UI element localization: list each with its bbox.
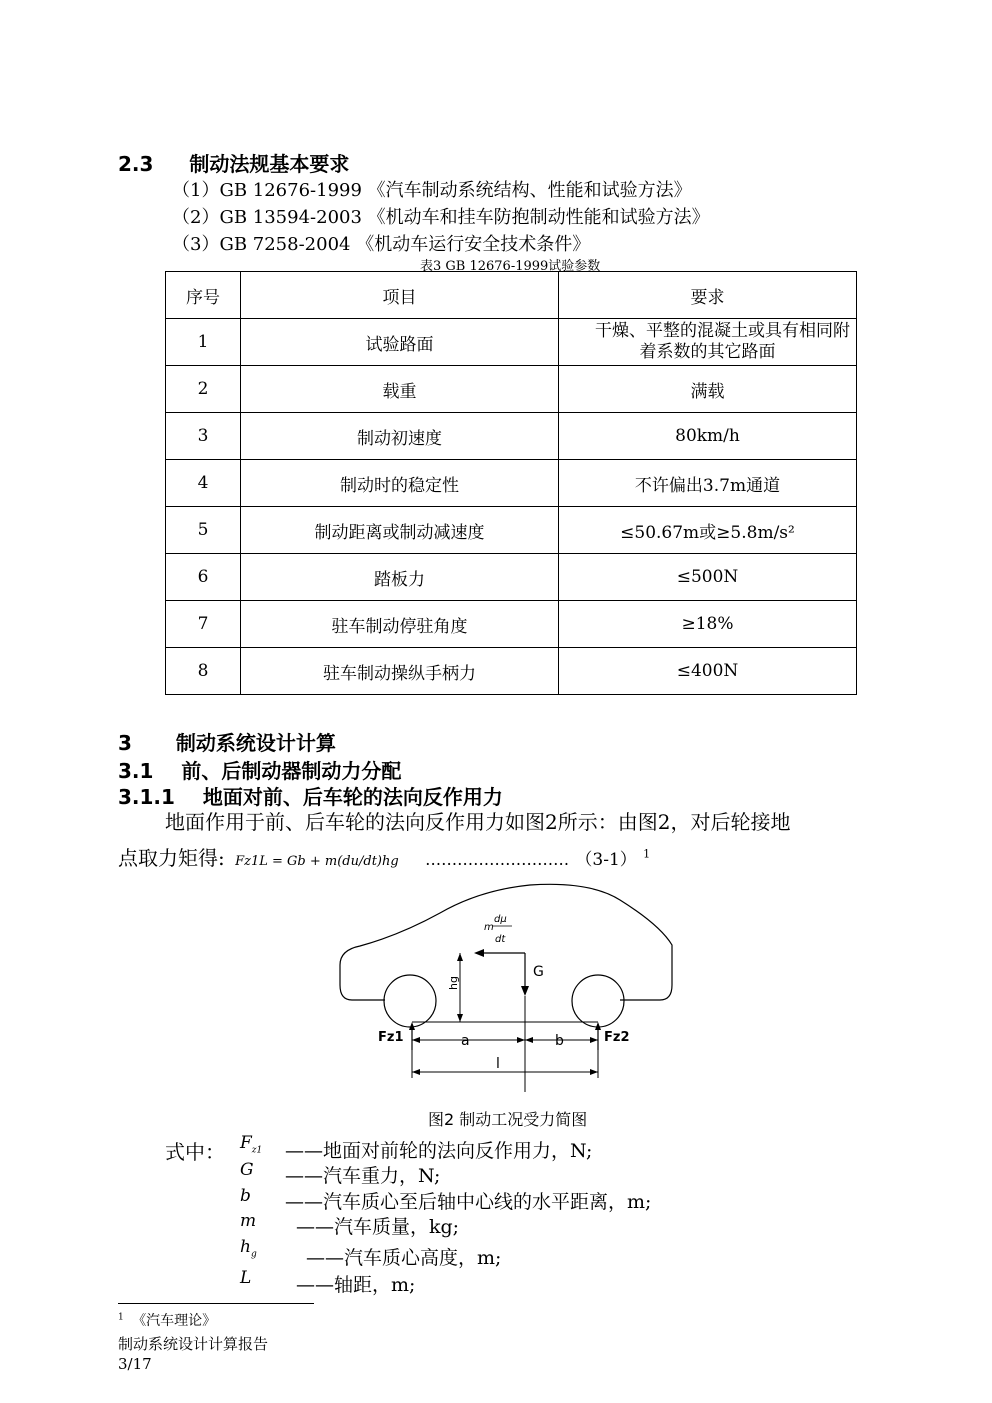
figure-2-caption: 图2 制动工况受力简图 — [428, 1110, 588, 1129]
symbol-l: L — [240, 1268, 252, 1288]
section-number: 3.1.1 — [118, 785, 175, 809]
cell-no: 2 — [166, 366, 241, 413]
symbol-b: b — [240, 1186, 251, 1206]
desc-g: ——汽车重力，N; — [285, 1165, 441, 1187]
front-wheel — [384, 975, 436, 1027]
footnote — [118, 1310, 216, 1330]
leader-dots: ……………………… — [425, 850, 570, 869]
footnote-separator — [118, 1303, 314, 1304]
section-number: 2.3 — [118, 152, 154, 176]
footnote-reference: 1 — [643, 847, 651, 861]
cell-item: 驻车制动操纵手柄力 — [241, 648, 559, 695]
header-requirement: 要求 — [559, 272, 857, 319]
gravity-label: G — [533, 964, 544, 980]
cell-requirement: ≤400N — [559, 648, 857, 695]
footnote-text: 《汽车理论》 — [132, 1313, 217, 1329]
desc-l: ——轴距，m; — [296, 1274, 416, 1296]
cell-item: 试验路面 — [241, 319, 559, 366]
rear-wheel — [572, 975, 624, 1027]
a-label: a — [461, 1033, 470, 1049]
equation-number: （3-1） — [575, 850, 637, 870]
fz2-label: Fz2 — [604, 1030, 630, 1045]
cell-no: 8 — [166, 648, 241, 695]
cell-requirement: ≤500N — [559, 554, 857, 601]
where-prefix: 式中： — [165, 1140, 225, 1164]
symbol-hg: $h_g$ — [240, 1237, 257, 1260]
desc-hg: ——汽车质心高度，m; — [306, 1247, 502, 1269]
footer-page-number: 3/17 — [118, 1355, 152, 1373]
formula-3-1: Fz1L = Gb + m(du/dt)hg — [235, 854, 399, 869]
cell-requirement: 干燥、平整的混凝土或具有相同附着系数的其它路面 — [559, 319, 857, 366]
section-title: 地面对前、后车轮的法向反作用力 — [202, 785, 503, 809]
cell-requirement: ≥18% — [559, 601, 857, 648]
paragraph-line-1: 地面作用于前、后车轮的法向反作用力如图2所示：由图2，对后轮接地 — [165, 810, 791, 834]
section-title: 制动法规基本要求 — [189, 152, 350, 176]
section-title: 前、后制动器制动力分配 — [181, 759, 402, 783]
cell-item: 载重 — [241, 366, 559, 413]
fz1-label: Fz1 — [378, 1030, 404, 1045]
cell-no: 1 — [166, 319, 241, 366]
cell-item: 踏板力 — [241, 554, 559, 601]
cell-requirement: ≤50.67m或≥5.8m/s² — [559, 507, 857, 554]
car-body-outline — [340, 884, 672, 1000]
cell-item: 制动初速度 — [241, 413, 559, 460]
cell-no: 4 — [166, 460, 241, 507]
svg-text:dt: dt — [495, 934, 506, 945]
cell-no: 3 — [166, 413, 241, 460]
standard-2: （2）GB 13594-2003 《机动车和挂车防抱制动性能和试验方法》 — [172, 207, 710, 228]
section-number: 3 — [118, 731, 132, 755]
footnote-mark: 1 — [118, 1312, 124, 1323]
b-label: b — [555, 1033, 564, 1049]
cell-no: 5 — [166, 507, 241, 554]
header-item: 项目 — [241, 272, 559, 319]
inertia-force-label: m — [484, 922, 494, 933]
cell-item: 制动距离或制动减速度 — [241, 507, 559, 554]
symbol-m: m — [240, 1211, 257, 1231]
section-number: 3.1 — [118, 759, 154, 783]
standard-1: （1）GB 12676-1999 《汽车制动系统结构、性能和试验方法》 — [172, 180, 692, 201]
desc-fz1: ——地面对前轮的法向反作用力，N; — [285, 1140, 593, 1162]
cell-requirement: 不许偏出3.7m通道 — [559, 460, 857, 507]
header-no: 序号 — [166, 272, 241, 319]
paragraph-prefix: 点取力矩得: — [118, 846, 225, 870]
section-title: 制动系统设计计算 — [175, 731, 336, 755]
cell-no: 7 — [166, 601, 241, 648]
hg-label: hg — [447, 976, 460, 990]
symbol-fz1: $F_{z1}$ — [240, 1133, 263, 1156]
cell-item: 制动时的稳定性 — [241, 460, 559, 507]
svg-text:dμ: dμ — [494, 914, 507, 925]
symbol-g: G — [240, 1160, 254, 1180]
cell-requirement: 80km/h — [559, 413, 857, 460]
table-caption: 表3 GB 12676-1999试验参数 — [420, 259, 601, 274]
footer-report-title: 制动系统设计计算报告 — [118, 1335, 269, 1353]
desc-b: ——汽车质心至后轴中心线的水平距离，m; — [285, 1191, 652, 1213]
cell-item: 驻车制动停驻角度 — [241, 601, 559, 648]
cell-no: 6 — [166, 554, 241, 601]
cell-requirement: 满载 — [559, 366, 857, 413]
standard-3: （3）GB 7258-2004 《机动车运行安全技术条件》 — [172, 234, 591, 255]
wheelbase-label: l — [496, 1056, 500, 1072]
desc-m: ——汽车质量，kg; — [296, 1216, 460, 1238]
